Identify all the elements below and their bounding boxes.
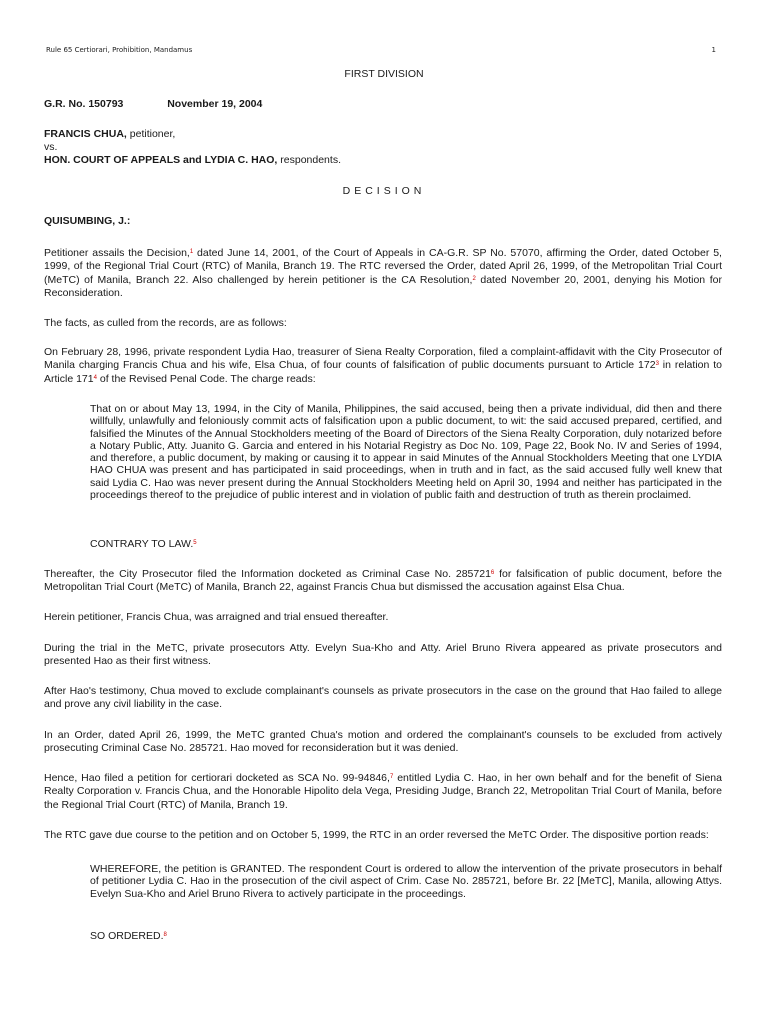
petitioner-line (44, 128, 175, 141)
paragraph-5: Herein petitioner, Francis Chua, was arraigned and trial ensued thereafter. (44, 611, 389, 623)
so-ordered-text: SO ORDERED. (90, 930, 164, 942)
footnote-link-3[interactable]: 3 (655, 361, 659, 368)
petitioner-role: petitioner, (126, 128, 176, 140)
respondents-name: HON. COURT OF APPEALS and LYDIA C. HAO, (44, 154, 278, 166)
quoted-charge: That on or about May 13, 1994, in the City of Manila, Philippines, the said accused, being then a private individual, did then and there willfully, unlawfully and feloniously commit acts of falsification upon a public document, to wit: the said accused prepared, certified, and falsified the Minutes of the Annual Stockholders meeting of the Board of Directors of the Siena Realty Corporation, duly notarized before a Notary Public, Atty. Juanito G. Garcia and entered in his Notarial Registry as Doc No. 109, Page 22, Book No. IV and Series of 1994, and therefore, a public document, by making or causing it to appear in said Minutes of the Annual Stockholders Meeting that one LYDIA HAO CHUA was present and has participated in said proceedings, when in truth and in fact, as the said accused fully well knew that said Lydia C. Hao was never present during the Annual Stockholders Meeting held on April 30, 1994 and neither has participated in the proceedings thereof to the prejudice of public interest and in violation of public faith and destruction of truth as therein proclaimed. (90, 403, 722, 502)
footnote-link-2[interactable]: 2 (472, 275, 476, 282)
case-number-line (44, 98, 262, 111)
footnote-link-7[interactable]: 7 (389, 774, 394, 780)
contrary-to-law (90, 538, 722, 550)
paragraph-2: The facts, as culled from the records, are as follows: (44, 317, 287, 329)
running-header-title: Rule 65 Certiorari, Prohibition, Mandamus (46, 46, 193, 54)
footnote-link-4[interactable]: 4 (93, 374, 97, 381)
ponente: QUISUMBING, J.: (44, 215, 131, 227)
paragraph-6: During the trial in the MeTC, private prosecutors Atty. Evelyn Sua-Kho and Atty. Ariel Bruno Rivera appeared as private prosecutors and presented Hao as their first witness. (44, 642, 722, 668)
p1-text-a: Petitioner assails the Decision, (44, 247, 190, 259)
p3-text-a: On February 28, 1996, private respondent Lydia Hao, treasurer of Siena Realty Corporation, filed a complaint-affidavit with the City Prosecutor of Manila charging Francis Chua and his wife, Elsa Chua, of four counts of falsification of public documents pursuant to Article 172 (44, 346, 722, 372)
p1-text-c: dated November 20, 2001, denying his Motion for Reconsideration. (44, 273, 722, 299)
footnote-link-1[interactable]: 1 (189, 249, 194, 255)
p9-text-a: Hence, Hao filed a petition for certiorari docketed as SCA No. 99-94846, (44, 772, 390, 784)
decision-heading: DECISION (342, 185, 426, 197)
versus-line: vs. (44, 141, 58, 153)
petitioner-name: FRANCIS CHUA, (44, 128, 127, 140)
paragraph-10: The RTC gave due course to the petition and on October 5, 1999, the RTC in an order reversed the MeTC Order. The dispositive portion reads: (44, 829, 709, 841)
p1-text-b: dated June 14, 2001, of the Court of Appeals in CA-G.R. SP No. 57070, affirming the Order, dated October 5, 1999, of the Regional Trial Court (RTC) of Manila, Branch 19. The RTC reversed the Order, dated April 26, 1999, of the Metropolitan Trial Court (MeTC) of Manila, Branch 22. Also challenged by herein petitioner is the CA Resolution, (44, 247, 722, 286)
p3-text-b: in relation to Article 171 (44, 359, 722, 385)
respondents-line (44, 154, 341, 167)
page-number: 1 (711, 46, 716, 54)
paragraph-7: After Hao's testimony, Chua moved to exclude complainant's counsels as private prosecutors in the case on the ground that Hao failed to allege and prove any civil liability in the case. (44, 685, 722, 711)
p4-text-b: for falsification of public document, before the Metropolitan Trial Court (MeTC) of Manila, Branch 22, against Francis Chua but dismissed the accusation against Elsa Chua. (44, 568, 722, 594)
so-ordered (90, 930, 722, 942)
gr-number: G.R. No. 150793 (44, 98, 124, 110)
footnote-link-6[interactable]: 6 (490, 570, 495, 576)
paragraph-1 (44, 247, 722, 300)
respondents-role: respondents. (277, 154, 341, 166)
paragraph-3 (44, 346, 722, 386)
dispositive-portion: WHEREFORE, the petition is GRANTED. The respondent Court is ordered to allow the intervention of the private prosecutors in behalf of petitioner Lydia C. Hao in the prosecution of the civil aspect of Crim. Case No. 285721, before Br. 22 [MeTC], Manila, allowing Attys. Evelyn Sua-Kho and Ariel Bruno Rivera to actively participate in the proceedings. (90, 863, 722, 900)
footnote-link-8[interactable]: 8 (163, 932, 167, 938)
decision-date: November 19, 2004 (167, 98, 263, 110)
contrary-to-law-text: CONTRARY TO LAW. (90, 538, 194, 550)
paragraph-9 (44, 772, 722, 812)
paragraph-8: In an Order, dated April 26, 1999, the MeTC granted Chua's motion and ordered the complainant's counsels to be excluded from actively prosecuting Criminal Case No. 285721. Hao moved for reconsideration but it was denied. (44, 729, 722, 755)
p9-text-b: entitled Lydia C. Hao, in her own behalf and for the benefit of Siena Realty Corporation v. Francis Chua, and the Honorable Hipolito dela Vega, Presiding Judge, Branch 22, Metropolitan Trial Court of Manila, before the Regional Trial Court (RTC) of Manila, Branch 19. (44, 772, 722, 811)
p4-text-a: Thereafter, the City Prosecutor filed the Information docketed as Criminal Case No. 285721 (44, 568, 491, 580)
footnote-link-5[interactable]: 5 (193, 540, 197, 546)
p3-text-c: of the Revised Penal Code. The charge reads: (96, 372, 316, 385)
division-heading: FIRST DIVISION (344, 68, 424, 80)
paragraph-4 (44, 568, 722, 595)
